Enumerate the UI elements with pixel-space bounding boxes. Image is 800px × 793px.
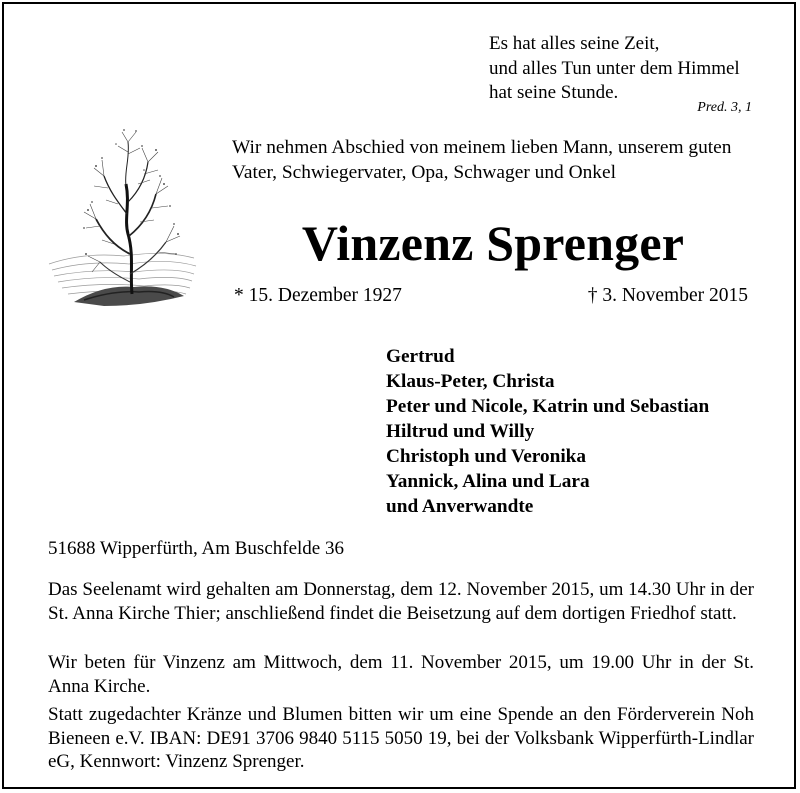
obituary-card (2, 2, 796, 789)
verse-line: Es hat alles seine Zeit, (489, 33, 660, 54)
intro-text: Wir nehmen Abschied von meinem lieben Mann, unserem guten Vater, Schwiegervater, Opa, Schwager und Onkel (232, 137, 732, 183)
family-member: Hiltrud und Willy (386, 421, 535, 442)
family-member: Klaus-Peter, Christa (386, 371, 555, 392)
verse-line: und alles Tun unter dem Himmel (489, 57, 740, 79)
verse-line: hat seine Stunde. (489, 82, 619, 103)
address: 51688 Wipperfürth, Am Buschfelde 36 (48, 538, 344, 559)
death-date: † 3. November 2015 (587, 285, 748, 306)
deceased-name: Vinzenz Sprenger (301, 215, 685, 271)
family-member: Christoph und Veronika (386, 446, 587, 467)
tree-icon (44, 124, 204, 314)
family-list (386, 344, 709, 519)
family-member: und Anverwandte (386, 496, 534, 517)
family-member: Gertrud (386, 346, 455, 367)
funeral-mass-paragraph: Das Seelenamt wird gehalten am Donnerstag, dem 12. November 2015, um 14.30 Uhr in der St. Anna Kirche Thier; anschließend findet die Beisetzung auf dem dortigen Friedhof statt. (48, 579, 754, 624)
bible-verse (489, 32, 740, 106)
family-member: Peter und Nicole, Katrin und Sebastian (386, 396, 710, 417)
donation-paragraph: Statt zugedachter Kränze und Blumen bitten wir um eine Spende an den Förderverein Noh Bieneen e.V. IBAN: DE91 3706 9840 5115 5050 19, bei der Volksbank Wipperfürth-Lindlar eG, Kennwort: Vinzenz Sprenger. (48, 704, 754, 772)
family-member: Yannick, Alina und Lara (386, 471, 590, 492)
verse-reference: Pred. 3, 1 (697, 100, 752, 115)
prayer-paragraph: Wir beten für Vinzenz am Mittwoch, dem 11. November 2015, um 19.00 Uhr in der St. Anna Kirche. (48, 652, 754, 697)
birth-date: * 15. Dezember 1927 (234, 285, 402, 306)
